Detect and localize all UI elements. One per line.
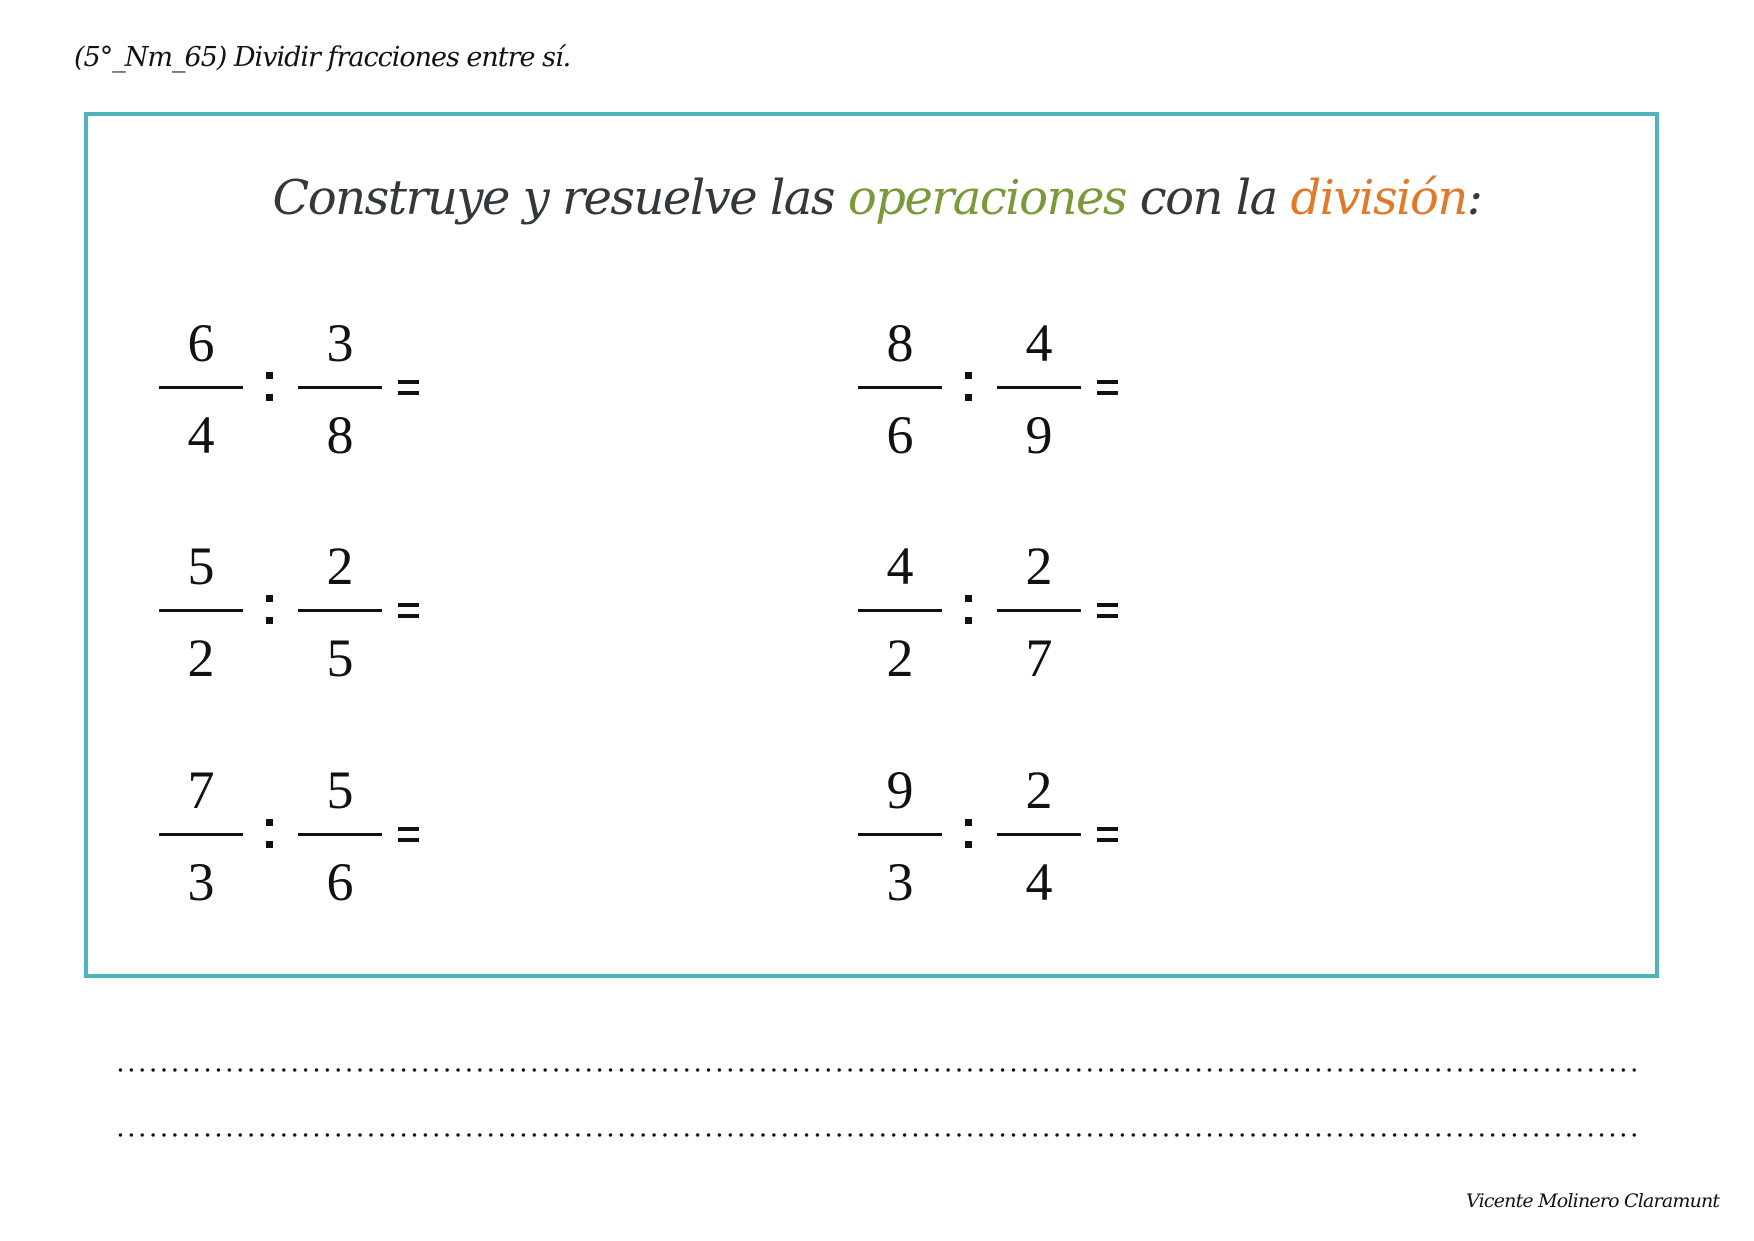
numerator: 2 xyxy=(326,536,354,596)
equals-icon xyxy=(1097,827,1118,843)
numerator: 6 xyxy=(187,313,215,373)
denominator: 4 xyxy=(187,405,215,465)
author-credit: Vicente Molinero Claramunt xyxy=(1466,1190,1720,1212)
numerator: 5 xyxy=(326,760,354,820)
denominator: 5 xyxy=(326,628,354,688)
denominator: 6 xyxy=(886,405,914,465)
division-colon-icon xyxy=(965,819,973,851)
fraction-bar xyxy=(159,609,243,612)
fraction-divisor xyxy=(298,302,382,472)
fraction-divisor xyxy=(997,525,1081,695)
fraction-dividend xyxy=(159,302,243,472)
fraction-bar xyxy=(997,386,1081,389)
division-operation-4 xyxy=(858,525,1158,695)
fraction-dividend xyxy=(858,525,942,695)
equals-icon xyxy=(1097,380,1118,396)
exercise-title xyxy=(0,170,1754,226)
fraction-bar xyxy=(997,609,1081,612)
division-colon-icon xyxy=(266,595,274,627)
numerator: 9 xyxy=(886,760,914,820)
denominator: 3 xyxy=(886,852,914,912)
denominator: 9 xyxy=(1025,405,1053,465)
title-text-2: con la xyxy=(1126,170,1291,226)
worksheet-header: (5°_Nm_65) Dividir fracciones entre sí. xyxy=(74,42,571,73)
equals-icon xyxy=(1097,603,1118,619)
fraction-bar xyxy=(298,609,382,612)
title-highlight-division: división xyxy=(1290,170,1467,226)
fraction-dividend xyxy=(858,302,942,472)
numerator: 5 xyxy=(187,536,215,596)
division-colon-icon xyxy=(965,595,973,627)
fraction-divisor xyxy=(997,749,1081,919)
division-operation-5 xyxy=(159,749,459,919)
fraction-divisor xyxy=(997,302,1081,472)
numerator: 2 xyxy=(1025,536,1053,596)
equals-icon xyxy=(398,380,419,396)
fraction-dividend xyxy=(858,749,942,919)
fraction-bar xyxy=(858,386,942,389)
denominator: 8 xyxy=(326,405,354,465)
answer-line-2[interactable] xyxy=(115,1133,1643,1137)
denominator: 4 xyxy=(1025,852,1053,912)
numerator: 2 xyxy=(1025,760,1053,820)
fraction-dividend xyxy=(159,525,243,695)
title-highlight-operaciones: operaciones xyxy=(847,170,1126,226)
denominator: 2 xyxy=(886,628,914,688)
answer-line-1[interactable] xyxy=(115,1068,1643,1072)
equals-icon xyxy=(398,827,419,843)
fraction-divisor xyxy=(298,749,382,919)
division-colon-icon xyxy=(266,819,274,851)
numerator: 7 xyxy=(187,760,215,820)
denominator: 2 xyxy=(187,628,215,688)
fraction-dividend xyxy=(159,749,243,919)
fraction-bar xyxy=(997,833,1081,836)
title-text-3: : xyxy=(1466,170,1482,226)
fraction-bar xyxy=(298,386,382,389)
numerator: 8 xyxy=(886,313,914,373)
denominator: 6 xyxy=(326,852,354,912)
fraction-bar xyxy=(858,833,942,836)
fraction-bar xyxy=(858,609,942,612)
division-operation-1 xyxy=(159,302,459,472)
division-colon-icon xyxy=(266,372,274,404)
denominator: 3 xyxy=(187,852,215,912)
numerator: 4 xyxy=(886,536,914,596)
denominator: 7 xyxy=(1025,628,1053,688)
division-colon-icon xyxy=(965,372,973,404)
division-operation-2 xyxy=(858,302,1158,472)
division-operation-6 xyxy=(858,749,1158,919)
fraction-bar xyxy=(159,386,243,389)
division-operation-3 xyxy=(159,525,459,695)
fraction-bar xyxy=(298,833,382,836)
fraction-divisor xyxy=(298,525,382,695)
numerator: 4 xyxy=(1025,313,1053,373)
title-text-1: Construye y resuelve las xyxy=(272,170,848,226)
fraction-bar xyxy=(159,833,243,836)
numerator: 3 xyxy=(326,313,354,373)
equals-icon xyxy=(398,603,419,619)
